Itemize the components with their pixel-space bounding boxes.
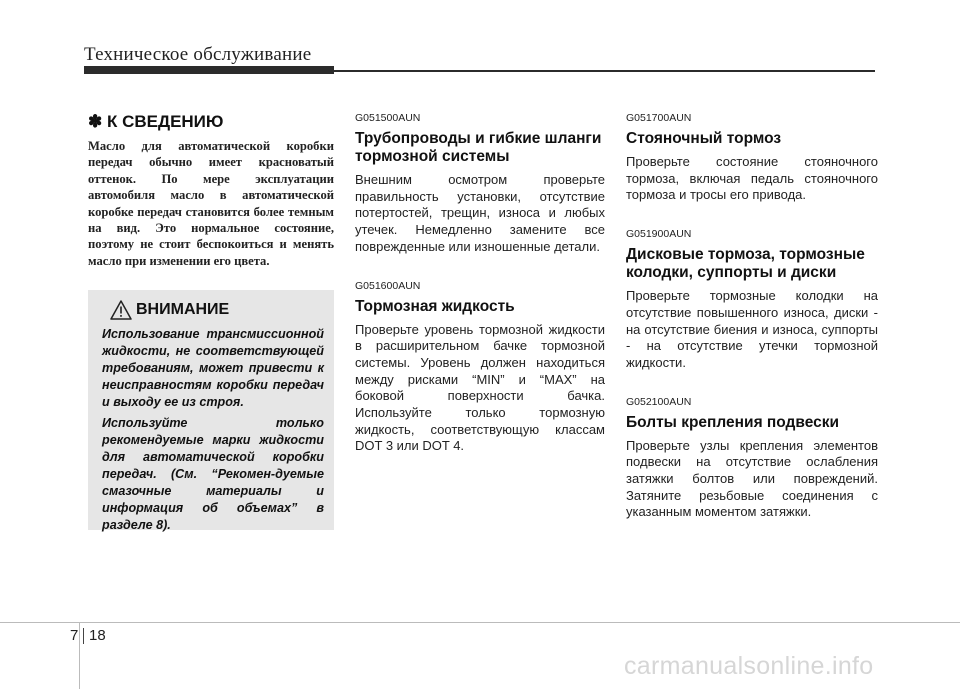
- info-note-body: Масло для автоматической коробки передач обычно имеет красноватый оттенок. По мере эксплуатации автомобиля масло в автоматической коробке передач становится более темным на вид. Это нормальное состояние, поэтому не стоит беспокоиться и менять масло при изменении его цвета.: [88, 139, 334, 268]
- warning-body: [102, 326, 324, 538]
- warning-title: ВНИМАНИЕ: [136, 301, 230, 318]
- warning-box: [88, 290, 334, 530]
- info-note-title: ✽ К СВЕДЕНИЮ: [88, 112, 224, 131]
- section-code: G051600AUN: [355, 279, 421, 292]
- footer-rule: [0, 622, 960, 623]
- section-body: Внешним осмотром проверьте правильность установки, отсутствие потертостей, трещин, износа и любых утечек. Немедленно замените все поврежденные или изношенные детали.: [355, 172, 605, 254]
- page-number: 18: [89, 627, 106, 644]
- warning-triangle-icon: [110, 300, 132, 320]
- watermark: carmanualsonline.info: [624, 652, 874, 680]
- page-header-title: Техническое обслуживание: [84, 44, 312, 65]
- section-title: Стояночный тормоз: [626, 130, 782, 147]
- section-body: Проверьте узлы крепления элементов подвески на отсутствие ослабления затяжки болтов или повреждений. Затяните резьбовые соединения с указанным моментом затяжки.: [626, 437, 878, 520]
- section-title: Тормозная жидкость: [355, 297, 515, 315]
- header-rule-thick: [84, 66, 334, 74]
- warning-paragraph-2: Используйте только рекомендуемые марки жидкости для автоматической коробки передач. (См. “Рекомен-дуемые смазочные материалы и информация об объемах” в разделе 8).: [102, 416, 324, 532]
- section-body: Проверьте тормозные колодки на отсутствие повышенного износа, диски - на отсутствие биения и износа, суппорты - на отсутствие утечки тормозной жидкости.: [626, 288, 878, 370]
- page-number-divider: [83, 628, 84, 644]
- section-body: Проверьте состояние стояночного тормоза, включая педаль стояночного тормоза и тросы его привода.: [626, 154, 878, 203]
- footer-vertical-rule: [79, 622, 80, 689]
- section-title: Трубопроводы и гибкие шланги тормозной системы: [355, 130, 602, 165]
- info-note: [88, 112, 334, 269]
- section-code: G051900AUN: [626, 228, 692, 241]
- column-middle: [355, 112, 605, 479]
- warning-header: [110, 300, 229, 320]
- header-rule-thin: [334, 70, 875, 72]
- section-title: Дисковые тормоза, тормозные колодки, суппорты и диски: [626, 246, 865, 282]
- section-body: Проверьте уровень тормозной жидкости в расширительном бачке тормозной системы. Уровень должен находиться между рисками “MIN” и “MAX” на боковой поверхности бачка. Используйте только тормозную жидкость, соответствующую классам DOT 3 или DOT 4.: [355, 321, 605, 454]
- section-code: G051700AUN: [626, 112, 692, 124]
- section-title: Болты крепления подвески: [626, 413, 840, 431]
- warning-paragraph-1: Использование трансмиссионной жидкости, не соответствующей требованиям, может привести к неисправностям коробки передач и выходу ее из строя.: [102, 327, 324, 409]
- section-code: G052100AUN: [626, 395, 692, 408]
- section-code: G051500AUN: [355, 112, 421, 124]
- column-right: [626, 112, 878, 545]
- chapter-number: 7: [70, 627, 79, 644]
